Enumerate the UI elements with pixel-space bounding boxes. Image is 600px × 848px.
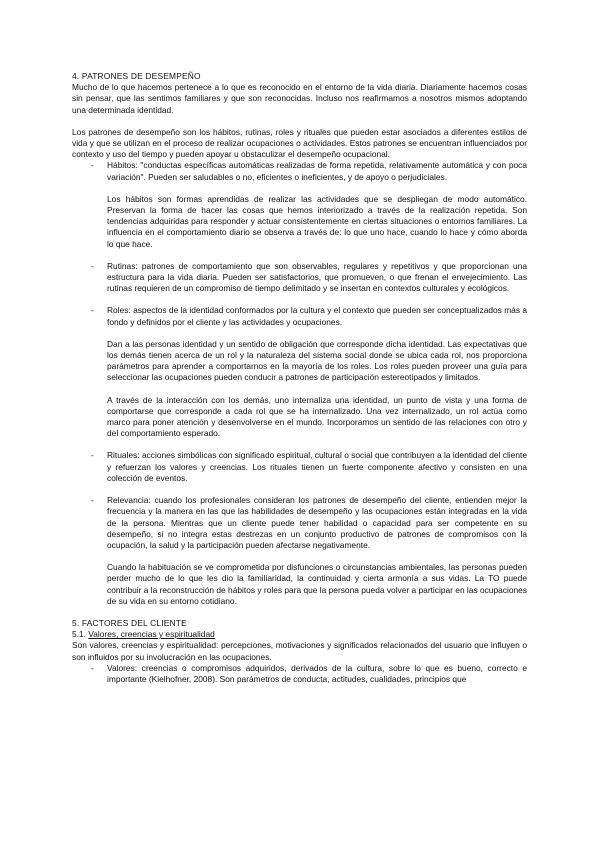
spacer	[72, 116, 527, 127]
spacer	[72, 384, 527, 395]
spacer	[72, 484, 527, 495]
spacer	[72, 439, 527, 450]
spacer	[72, 551, 527, 562]
relevancia-subparagraph: Cuando la habituación se ve comprometida por disfunciones o circunstancias ambientales, las personas pueden perder mucho de lo que les dio la familiaridad, la continuidad y cierta armonía a sus vidas. La TO puede contribuir a la reconstrucción de hábitos y roles para que la persona pueda volver a participar en las ocupaciones de su vida en su entorno cotidiano.	[107, 562, 527, 606]
bullet-dash: -	[91, 260, 94, 271]
section-5-1-number: 5.1.	[72, 629, 89, 640]
section-4-patterns-paragraph: Los patrones de desempeño son los hábitos, rutinas, roles y rituales que pueden estar asociados a diferentes estilos de vida y que se utilizan en el proceso de realizar ocupaciones o actividades. Estos patrones se encuentran influenciados por contexto y uso del tiempo y pueden apoyar u obstaculizar el desempeño ocupacional.	[72, 126, 527, 160]
list-item-valores	[72, 663, 527, 685]
section-4-heading: 4. PATRONES DE DESEMPEÑO	[72, 71, 201, 81]
habitos-subparagraph: Los hábitos son formas aprendidas de realizar las actividades que se despliegan de modo automático. Preservan la forma de hacer las cosas que hemos interiorizado a través de la realización repetida. Son tendencias adquiridas para responder y actuar consistentemente en ciertas situaciones o entornos familiares. La influencia en el comportamiento diario se observa a través de: lo que uno hace, cuando lo hace y cómo aborda lo que hace.	[107, 193, 527, 249]
bullet-dash: -	[91, 662, 94, 673]
roles-subparagraph-2: A través de la interacción con los demás, uno internaliza una identidad, un punto de vista y una forma de comportarse que corresponde a cada rol que se ha internalizado. Una vez internalizado, un rol actúa como marco para poner atención y desenvolverse en el mundo. Incorporamos un sentido de las relaciones con otro y del comportamiento esperado.	[107, 394, 527, 439]
relevancia-text: Relevancia: cuando los profesionales consideran los patrones de desempeño del cliente, entienden mejor la frecuencia y la manera en las que las habilidades de desempeño y las ocupaciones están integradas en la vida de la persona. Mientras que un cliente puede tener habilidad o capacidad para ser competente en su desempeño, si no integra estas destrezas en un conjunto productivo de patrones de compromisos con la ocupación, la salud y la participación pueden afectarse negativamente.	[107, 495, 527, 550]
roles-subparagraph-1: Dan a las personas identidad y un sentido de obligación que corresponde dicha identidad. Las expectativas que los demás tienen acerca de un rol y la naturaleza del sistema social donde se ubica cada rol, nos proporciona parámetros para aprender a comportarnos en la mayoría de los roles. Los roles pueden proveer una guía para seleccionar las ocupaciones pueden conducir a patrones de participación estereotipados y limitados.	[107, 338, 527, 383]
habitos-text: Hábitos: "conductas específicas automáticas realizadas de forma repetida, relativamente automática y con poca variación". Pueden ser saludables o no, eficientes o ineficientes, y de apoyo o perjudiciales.	[107, 160, 527, 182]
section-5-1-title: Valores, creencias y espiritualidad	[88, 629, 215, 640]
spacer	[72, 294, 527, 305]
section-5-1-heading	[72, 629, 527, 640]
rituales-text: Rituales: acciones simbólicas con significado espiritual, cultural o social que contribuyen a la identidad del cliente y refuerzan los valores y creencias. Los rituales tienen un fuerte componente afectivo y consisten en una colección de eventos.	[107, 450, 527, 483]
list-item-roles	[72, 305, 527, 327]
valores-text: Valores: creencias o compromisos adquiridos, derivados de la cultura, sobre lo que es bueno, correcto e importante (Kielhofner, 2008). Son parámetros de conducta, actitudes, cualidades, principios que	[107, 662, 527, 684]
spacer	[72, 250, 527, 261]
list-item-relevancia	[72, 495, 527, 551]
list-item-rutinas	[72, 261, 527, 295]
rutinas-text: Rutinas: patrones de comportamiento que son observables, regulares y repetitivos y que proporcionan una estructura para la vida diaria. Pueden ser satisfactorios, que promueven, o que frenan el envejecimiento. Las rutinas requieren de un compromiso de tiempo delimitado y se insertan en contextos culturales y ecológicos.	[107, 260, 527, 294]
section-5-1-intro: Son valores, creencias y espiritualidad: percepciones, motivaciones y significados relacionados del usuario que influyen o son influidos por su involucración en las ocupaciones.	[72, 640, 527, 662]
section-5-heading: 5. FACTORES DEL CLIENTE	[72, 617, 187, 628]
bullet-dash: -	[91, 305, 94, 316]
spacer	[72, 328, 527, 339]
bullet-dash: -	[91, 160, 94, 171]
spacer	[72, 183, 527, 194]
roles-text: Roles: aspectos de la identidad conformados por la cultura y el contexto que pueden ser conceptualizados más a fondo y definidos por el cliente y las actividades y ocupaciones.	[107, 305, 527, 327]
spacer	[72, 607, 527, 618]
bullet-dash: -	[91, 495, 94, 506]
list-item-habitos	[72, 160, 527, 182]
document-page	[72, 71, 527, 685]
bullet-dash: -	[91, 450, 94, 461]
list-item-rituales	[72, 450, 527, 484]
section-4-intro: Mucho de lo que hacemos pertenece a lo que es reconocido en el entorno de la vida diaria. Diariamente hacemos cosas sin pensar, que las sentimos familiares y que son reconocidas. Incluso nos reafirmamos a nosotros mismos adoptando una determinada identidad.	[72, 82, 527, 115]
